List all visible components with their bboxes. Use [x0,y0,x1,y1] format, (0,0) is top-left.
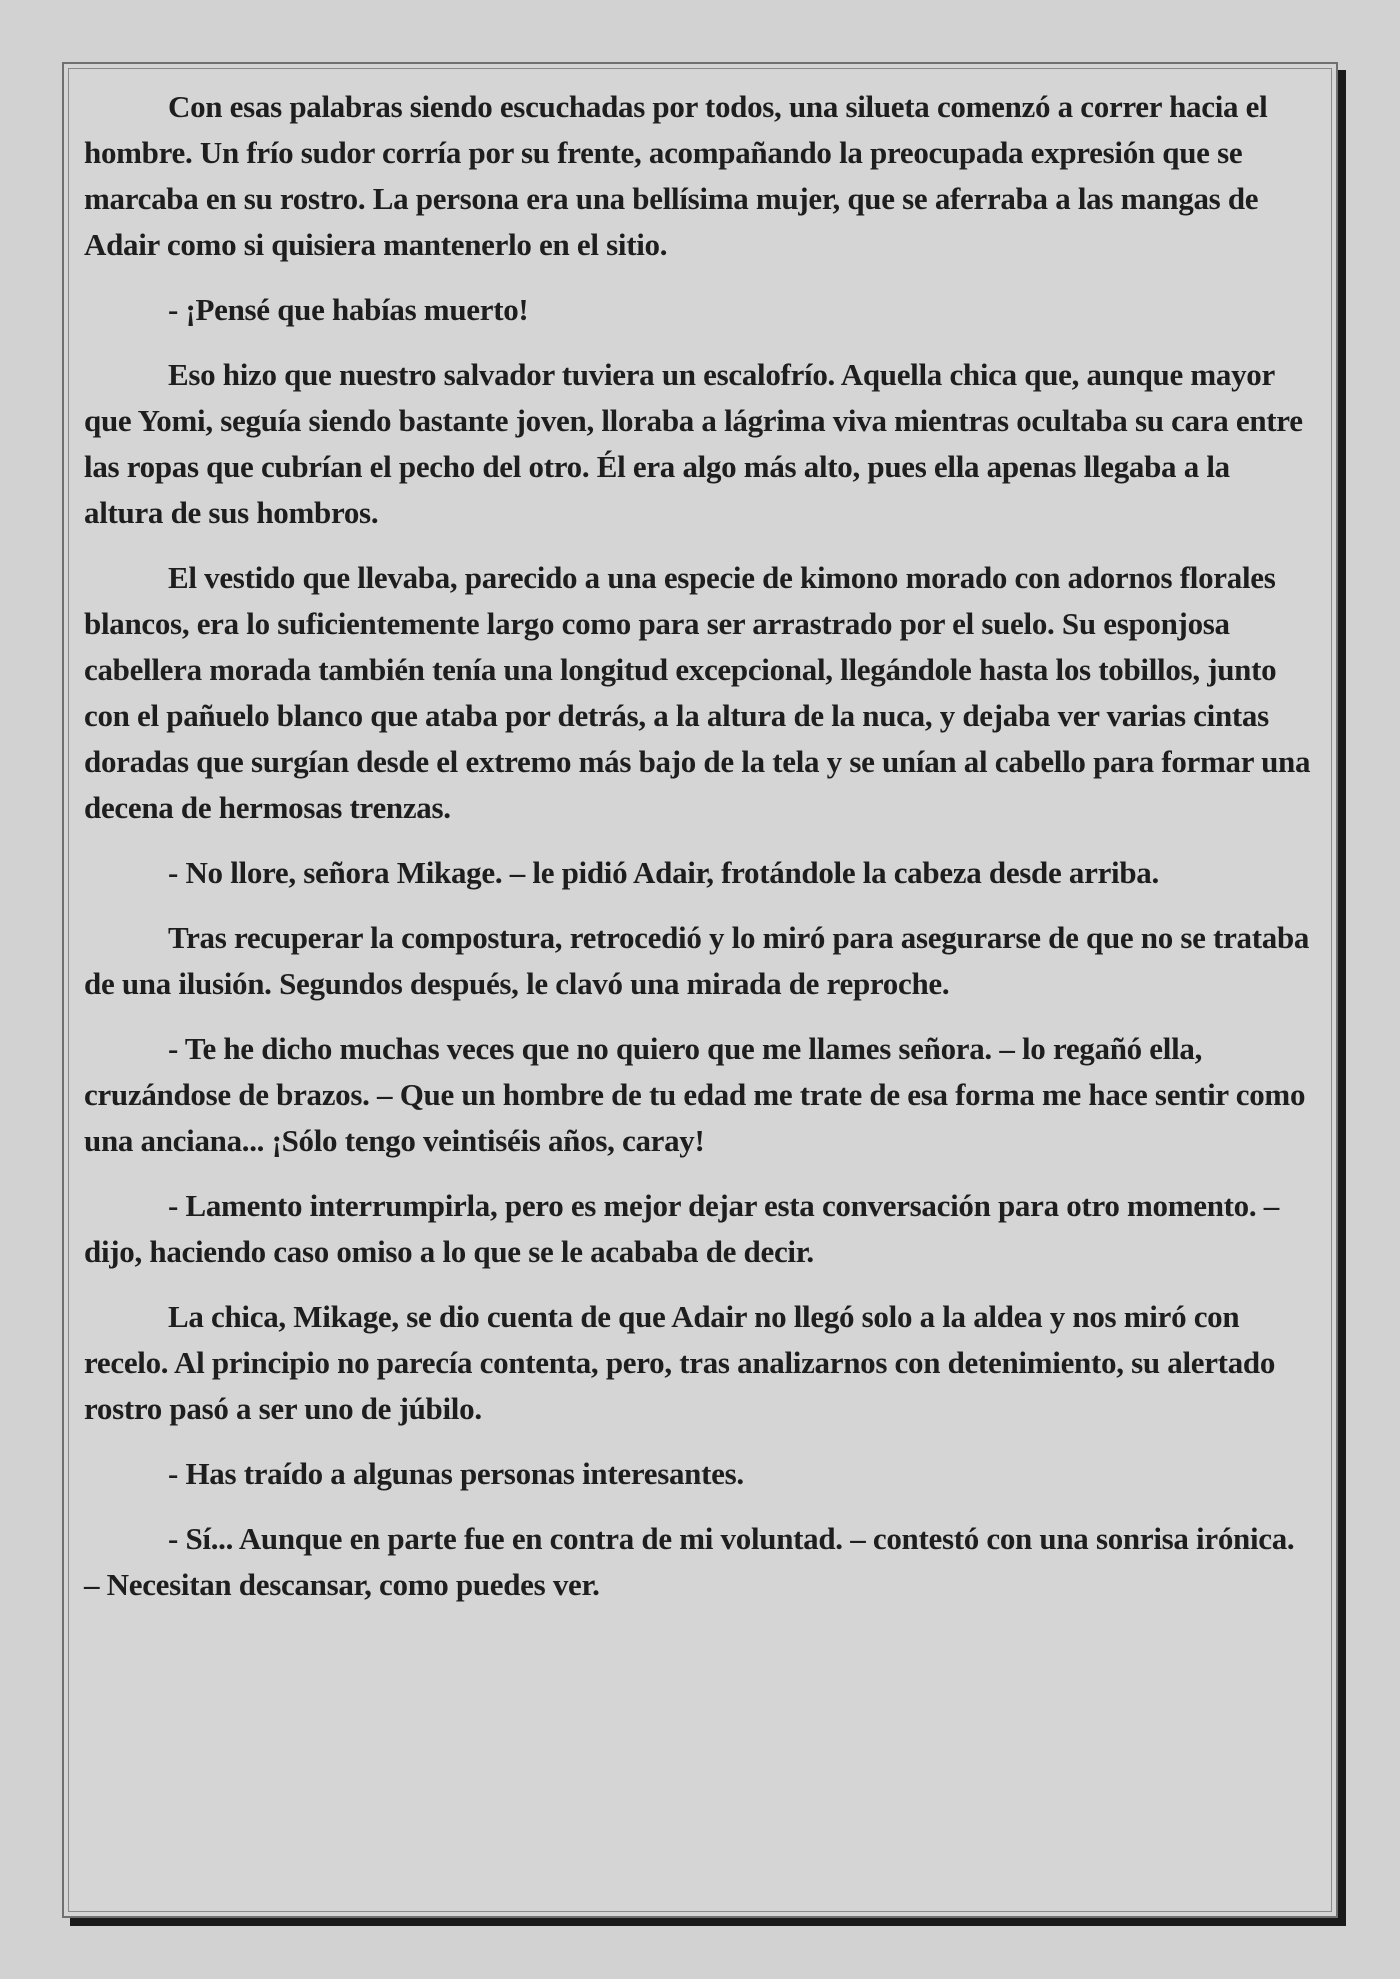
paragraph: La chica, Mikage, se dio cuenta de que Adair no llegó solo a la aldea y nos miró con recelo. Al principio no parecía contenta, pero, tras analizarnos con detenimiento, su alertado rostro pasó a ser uno de júbilo. [84,1299,1276,1426]
paragraph: - ¡Pensé que habías muerto! [168,292,529,327]
paragraph: - No llore, señora Mikage. – le pidió Adair, frotándole la cabeza desde arriba. [168,855,1159,890]
paragraph: Eso hizo que nuestro salvador tuviera un escalofrío. Aquella chica que, aunque mayor que Yomi, seguía siendo bastante joven, lloraba a lágrima viva mientras ocultaba su cara entre las ropas que cubrían el pecho del otro. Él era algo más alto, pues ella apenas llegaba a la altura de sus hombros. [84,357,1303,530]
paragraph: - Lamento interrumpirla, pero es mejor dejar esta conversación para otro momento. – dijo, haciendo caso omiso a lo que se le acababa de decir. [84,1188,1279,1269]
paragraph: - Te he dicho muchas veces que no quiero que me llames señora. – lo regañó ella, cruzándose de brazos. – Que un hombre de tu edad me trate de esa forma me hace sentir como una anciana... ¡Sólo tengo veintiséis años, caray! [84,1031,1306,1158]
paragraph: Tras recuperar la compostura, retrocedió y lo miró para asegurarse de que no se trataba de una ilusión. Segundos después, le clavó una mirada de reproche. [84,920,1310,1001]
paragraph: Con esas palabras siendo escuchadas por todos, una silueta comenzó a correr hacia el hombre. Un frío sudor corría por su frente, acompañando la preocupada expresión que se marcaba en su rostro. La persona era una bellísima mujer, que se aferraba a las mangas de Adair como si quisiera mantenerlo en el sitio. [84,89,1268,262]
paragraph: El vestido que llevaba, parecido a una especie de kimono morado con adornos florales blancos, era lo suficientemente largo como para ser arrastrado por el suelo. Su esponjosa cabellera morada también tenía una longitud excepcional, llegándole hasta los tobillos, junto con el pañuelo blanco que ataba por detrás, a la altura de la nuca, y dejaba ver varias cintas doradas que surgían desde el extremo más bajo de la tela y se unían al cabello para formar una decena de hermosas trenzas. [84,560,1311,825]
text-body [84,84,1316,1627]
paragraph: - Sí... Aunque en parte fue en contra de mi voluntad. – contestó con una sonrisa irónica. – Necesitan descansar, como puedes ver. [84,1521,1295,1602]
paragraph: - Has traído a algunas personas interesantes. [168,1456,744,1491]
